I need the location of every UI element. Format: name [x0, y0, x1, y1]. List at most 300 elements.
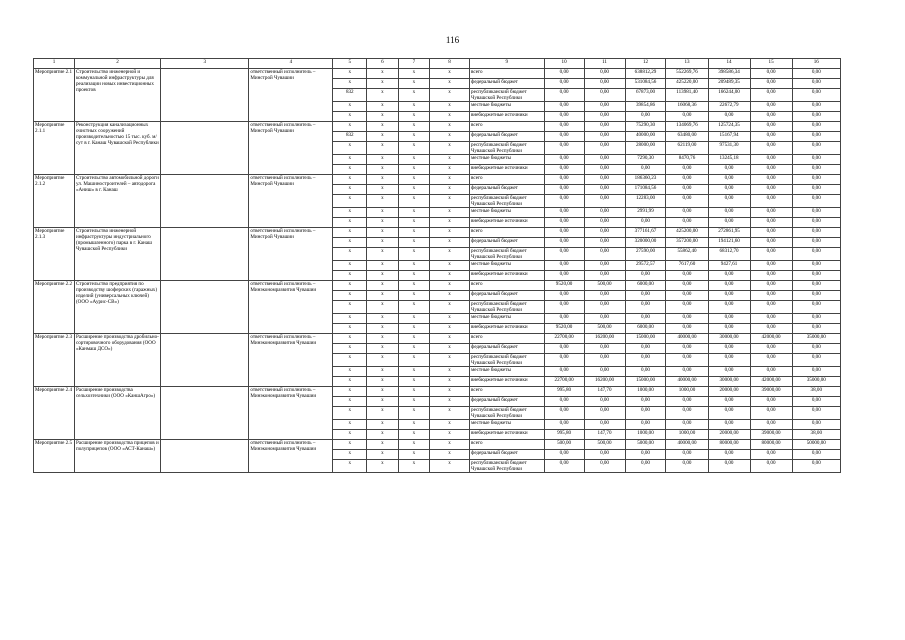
- code-cell: 832: [333, 132, 367, 142]
- value-cell: 0,00: [584, 195, 625, 208]
- value-cell: 0,00: [666, 344, 708, 354]
- value-cell: 0,00: [708, 420, 750, 430]
- code-cell: x: [398, 271, 430, 281]
- value-cell: 0,00: [584, 112, 625, 122]
- value-cell: 15000,00: [625, 377, 666, 387]
- value-cell: 0,00: [584, 450, 625, 460]
- value-cell: 55862,40: [666, 248, 708, 261]
- funding-source: федеральный бюджет: [470, 291, 545, 301]
- table-row: [34, 122, 841, 132]
- value-cell: 0,00: [544, 420, 584, 430]
- value-cell: 0,00: [625, 407, 666, 420]
- value-cell: 0,00: [750, 228, 792, 238]
- code-cell: x: [398, 69, 430, 79]
- value-cell: 638812,29: [625, 69, 666, 79]
- value-cell: 0,00: [584, 69, 625, 79]
- code-cell: x: [430, 271, 470, 281]
- code-cell: x: [398, 397, 430, 407]
- code-cell: x: [333, 79, 367, 89]
- value-cell: 0,00: [666, 397, 708, 407]
- code-cell: x: [430, 69, 470, 79]
- code-cell: x: [367, 89, 399, 102]
- funding-source: федеральный бюджет: [470, 344, 545, 354]
- value-cell: 0,00: [544, 142, 584, 155]
- value-cell: 0,00: [584, 367, 625, 377]
- funding-source: республиканский бюджет Чувашской Республики: [470, 248, 545, 261]
- code-cell: x: [333, 450, 367, 460]
- value-cell: 62119,00: [666, 142, 708, 155]
- funding-source: внебюджетные источники: [470, 377, 545, 387]
- value-cell: 0,00: [792, 69, 840, 79]
- code-cell: x: [367, 301, 399, 314]
- code-cell: x: [333, 367, 367, 377]
- value-cell: 0,00: [584, 185, 625, 195]
- value-cell: 16068,36: [666, 102, 708, 112]
- value-cell: 63480,00: [666, 132, 708, 142]
- value-cell: 0,00: [584, 301, 625, 314]
- code-cell: x: [333, 377, 367, 387]
- value-cell: 0,00: [584, 175, 625, 185]
- value-cell: 186360,23: [625, 175, 666, 185]
- code-cell: 832: [333, 89, 367, 102]
- value-cell: 0,00: [792, 208, 840, 218]
- funding-source: внебюджетные источники: [470, 112, 545, 122]
- code-cell: x: [430, 407, 470, 420]
- value-cell: 0,00: [792, 354, 840, 367]
- value-cell: 0,00: [792, 450, 840, 460]
- code-cell: x: [398, 420, 430, 430]
- value-cell: 0,00: [544, 450, 584, 460]
- code-cell: x: [333, 271, 367, 281]
- value-cell: 209489,35: [708, 79, 750, 89]
- executor: ответственный исполнитель – Минстрой Чувашии: [249, 69, 333, 122]
- funding-source: всего: [470, 69, 545, 79]
- value-cell: 0,00: [708, 397, 750, 407]
- header-cell: 2: [74, 59, 160, 69]
- value-cell: 0,00: [792, 281, 840, 291]
- value-cell: 0,00: [708, 450, 750, 460]
- header-cell: 16: [792, 59, 840, 69]
- funding-source: внебюджетные источники: [470, 165, 545, 175]
- code-cell: x: [367, 344, 399, 354]
- value-cell: 0,00: [584, 142, 625, 155]
- code-cell: x: [430, 208, 470, 218]
- value-cell: 0,00: [666, 354, 708, 367]
- code-cell: x: [367, 218, 399, 228]
- value-cell: 0,00: [544, 238, 584, 248]
- funding-source: республиканский бюджет Чувашской Республики: [470, 407, 545, 420]
- code-cell: x: [398, 228, 430, 238]
- code-cell: x: [430, 79, 470, 89]
- code-cell: x: [398, 208, 430, 218]
- executor: ответственный исполнитель – Минэкономразвития Чувашии: [249, 281, 333, 334]
- value-cell: 0,00: [750, 122, 792, 132]
- value-cell: 40000,00: [666, 334, 708, 344]
- value-cell: 0,00: [792, 89, 840, 102]
- code-cell: x: [367, 314, 399, 324]
- code-cell: x: [367, 420, 399, 430]
- value-cell: 500,00: [584, 324, 625, 334]
- value-cell: 0,00: [625, 291, 666, 301]
- code-cell: x: [430, 185, 470, 195]
- value-cell: 0,00: [792, 261, 840, 271]
- code-cell: x: [333, 301, 367, 314]
- value-cell: 0,00: [792, 407, 840, 420]
- value-cell: 500,00: [544, 440, 584, 450]
- value-cell: 7290,30: [625, 155, 666, 165]
- code-cell: x: [430, 112, 470, 122]
- code-cell: x: [398, 89, 430, 102]
- code-cell: x: [333, 334, 367, 344]
- value-cell: 0,00: [792, 238, 840, 248]
- code-cell: x: [367, 228, 399, 238]
- measure-name: Мероприятие 2.2: [34, 281, 75, 334]
- code-cell: x: [333, 112, 367, 122]
- value-cell: 0,00: [544, 112, 584, 122]
- code-cell: x: [333, 122, 367, 132]
- value-cell: 0,00: [750, 397, 792, 407]
- header-cell: 5: [333, 59, 367, 69]
- value-cell: 40000,00: [666, 377, 708, 387]
- value-cell: 0,00: [708, 314, 750, 324]
- code-cell: x: [367, 69, 399, 79]
- value-cell: 1000,00: [666, 387, 708, 397]
- value-cell: 531084,56: [625, 79, 666, 89]
- value-cell: 22672,79: [708, 102, 750, 112]
- value-cell: 0,00: [666, 195, 708, 208]
- value-cell: 0,00: [750, 420, 792, 430]
- code-cell: x: [333, 430, 367, 440]
- value-cell: 500,00: [584, 281, 625, 291]
- value-cell: 0,00: [666, 185, 708, 195]
- value-cell: 0,00: [708, 407, 750, 420]
- value-cell: 67873,00: [625, 89, 666, 102]
- code-cell: x: [398, 407, 430, 420]
- code-cell: x: [398, 377, 430, 387]
- value-cell: 16200,00: [584, 377, 625, 387]
- value-cell: 0,00: [544, 185, 584, 195]
- value-cell: 40000,00: [666, 440, 708, 450]
- value-cell: 0,00: [544, 155, 584, 165]
- executor: ответственный исполнитель – Минстрой Чувашии: [249, 228, 333, 281]
- value-cell: 0,00: [544, 407, 584, 420]
- value-cell: 0,00: [708, 271, 750, 281]
- code-cell: x: [367, 324, 399, 334]
- value-cell: 0,00: [792, 155, 840, 165]
- value-cell: 0,00: [584, 228, 625, 238]
- code-cell: x: [430, 142, 470, 155]
- value-cell: 0,00: [750, 89, 792, 102]
- value-cell: 0,00: [792, 367, 840, 377]
- value-cell: 500,00: [584, 440, 625, 450]
- value-cell: 147,70: [584, 387, 625, 397]
- value-cell: 0,00: [792, 132, 840, 142]
- value-cell: 20000,00: [708, 387, 750, 397]
- code-cell: x: [398, 334, 430, 344]
- value-cell: 0,00: [544, 291, 584, 301]
- value-cell: 0,00: [666, 175, 708, 185]
- value-cell: 20000,00: [708, 430, 750, 440]
- code-cell: x: [367, 165, 399, 175]
- value-cell: 0,00: [792, 165, 840, 175]
- code-cell: x: [430, 397, 470, 407]
- value-cell: 0,00: [708, 112, 750, 122]
- measure-description: Расширение производства прицепов и полуприцепов (ООО «АСТ-Канаш»): [74, 440, 160, 473]
- value-cell: 0,00: [544, 228, 584, 238]
- code-cell: x: [333, 175, 367, 185]
- empty-cell: [161, 69, 249, 122]
- value-cell: 0,00: [666, 291, 708, 301]
- code-cell: x: [333, 218, 367, 228]
- value-cell: 0,00: [625, 420, 666, 430]
- code-cell: x: [333, 397, 367, 407]
- value-cell: 0,00: [584, 248, 625, 261]
- value-cell: 0,00: [708, 175, 750, 185]
- value-cell: 0,00: [584, 218, 625, 228]
- value-cell: 0,00: [750, 208, 792, 218]
- value-cell: 0,00: [708, 354, 750, 367]
- value-cell: 0,00: [750, 79, 792, 89]
- code-cell: x: [430, 165, 470, 175]
- value-cell: 0,00: [792, 185, 840, 195]
- measure-name: Мероприятие 2.3: [34, 334, 75, 387]
- funding-source: внебюджетные источники: [470, 218, 545, 228]
- code-cell: x: [333, 344, 367, 354]
- value-cell: 194121,60: [708, 238, 750, 248]
- code-cell: x: [398, 450, 430, 460]
- code-cell: x: [333, 248, 367, 261]
- measure-description: Расширение производства дробильно-сортировочного оборудования (ООО «Канмаш ДСО»): [74, 334, 160, 387]
- code-cell: x: [398, 79, 430, 89]
- value-cell: 0,00: [544, 79, 584, 89]
- value-cell: 0,00: [544, 69, 584, 79]
- code-cell: x: [430, 122, 470, 132]
- value-cell: 13245,18: [708, 155, 750, 165]
- value-cell: 1000,00: [666, 430, 708, 440]
- table-row: [34, 334, 841, 344]
- value-cell: 0,00: [792, 271, 840, 281]
- value-cell: 22700,00: [544, 377, 584, 387]
- value-cell: 0,00: [584, 165, 625, 175]
- code-cell: x: [398, 218, 430, 228]
- code-cell: x: [430, 344, 470, 354]
- funding-source: федеральный бюджет: [470, 79, 545, 89]
- code-cell: x: [430, 228, 470, 238]
- measure-description: Расширение производства сельхозтехники (ООО «КаншАгро»): [74, 387, 160, 440]
- code-cell: x: [367, 142, 399, 155]
- code-cell: x: [333, 354, 367, 367]
- code-cell: x: [367, 132, 399, 142]
- code-cell: x: [367, 175, 399, 185]
- value-cell: 0,00: [544, 132, 584, 142]
- value-cell: 22700,00: [544, 334, 584, 344]
- value-cell: 0,00: [625, 218, 666, 228]
- value-cell: 0,00: [750, 281, 792, 291]
- value-cell: 0,00: [750, 354, 792, 367]
- code-cell: x: [430, 102, 470, 112]
- empty-cell: [161, 281, 249, 334]
- value-cell: 0,00: [708, 208, 750, 218]
- value-cell: 0,00: [666, 460, 708, 473]
- value-cell: 0,00: [750, 185, 792, 195]
- code-cell: x: [367, 112, 399, 122]
- value-cell: 0,00: [708, 281, 750, 291]
- value-cell: 0,00: [666, 407, 708, 420]
- value-cell: 0,00: [584, 397, 625, 407]
- value-cell: 0,00: [666, 420, 708, 430]
- value-cell: 0,00: [625, 460, 666, 473]
- value-cell: 0,00: [666, 112, 708, 122]
- header-cell: 6: [367, 59, 399, 69]
- code-cell: x: [333, 195, 367, 208]
- value-cell: 0,00: [750, 344, 792, 354]
- value-cell: 0,00: [792, 248, 840, 261]
- funding-source: всего: [470, 440, 545, 450]
- funding-source: местные бюджеты: [470, 261, 545, 271]
- value-cell: 0,00: [584, 122, 625, 132]
- code-cell: x: [367, 238, 399, 248]
- value-cell: 0,00: [666, 367, 708, 377]
- value-cell: 0,00: [625, 271, 666, 281]
- value-cell: 0,00: [750, 218, 792, 228]
- value-cell: 320000,00: [625, 238, 666, 248]
- code-cell: x: [367, 271, 399, 281]
- code-cell: x: [430, 440, 470, 450]
- code-cell: x: [430, 420, 470, 430]
- code-cell: x: [398, 165, 430, 175]
- value-cell: 995,80: [544, 430, 584, 440]
- code-cell: x: [430, 238, 470, 248]
- value-cell: 7617,60: [666, 261, 708, 271]
- code-cell: x: [367, 397, 399, 407]
- value-cell: 38,00: [792, 387, 840, 397]
- funding-source: всего: [470, 175, 545, 185]
- code-cell: x: [398, 281, 430, 291]
- header-cell: 15: [750, 59, 792, 69]
- code-cell: x: [398, 238, 430, 248]
- value-cell: 0,00: [792, 314, 840, 324]
- empty-cell: [161, 175, 249, 228]
- value-cell: 0,00: [792, 102, 840, 112]
- code-cell: x: [367, 367, 399, 377]
- measure-name: Мероприятие 2.1: [34, 69, 75, 122]
- code-cell: x: [398, 142, 430, 155]
- value-cell: 0,00: [666, 271, 708, 281]
- code-cell: x: [367, 291, 399, 301]
- table-row: [34, 175, 841, 185]
- value-cell: 0,00: [544, 397, 584, 407]
- value-cell: 0,00: [544, 354, 584, 367]
- header-cell: 4: [249, 59, 333, 69]
- code-cell: x: [367, 440, 399, 450]
- code-cell: x: [333, 387, 367, 397]
- value-cell: 0,00: [750, 367, 792, 377]
- value-cell: 0,00: [625, 165, 666, 175]
- code-cell: x: [398, 195, 430, 208]
- value-cell: 0,00: [666, 281, 708, 291]
- code-cell: x: [430, 132, 470, 142]
- code-cell: x: [398, 112, 430, 122]
- funding-source: местные бюджеты: [470, 314, 545, 324]
- value-cell: 0,00: [584, 314, 625, 324]
- value-cell: 0,00: [750, 132, 792, 142]
- value-cell: 0,00: [544, 314, 584, 324]
- code-cell: x: [430, 314, 470, 324]
- code-cell: x: [367, 102, 399, 112]
- value-cell: 0,00: [750, 248, 792, 261]
- value-cell: 27590,00: [625, 248, 666, 261]
- value-cell: 0,00: [544, 344, 584, 354]
- code-cell: x: [367, 387, 399, 397]
- value-cell: 0,00: [666, 165, 708, 175]
- code-cell: x: [430, 367, 470, 377]
- measure-description: Строительство инженерной и коммунальной инфраструктуры для реализации новых инвестиционных проектов: [74, 69, 160, 122]
- value-cell: 0,00: [708, 218, 750, 228]
- value-cell: 0,00: [792, 301, 840, 314]
- value-cell: 0,00: [544, 367, 584, 377]
- code-cell: x: [398, 102, 430, 112]
- value-cell: 75290,30: [625, 122, 666, 132]
- value-cell: 0,00: [792, 291, 840, 301]
- header-cell: 1: [34, 59, 75, 69]
- code-cell: x: [367, 261, 399, 271]
- value-cell: 35000,00: [792, 377, 840, 387]
- code-cell: x: [398, 324, 430, 334]
- value-cell: 0,00: [750, 195, 792, 208]
- value-cell: 68312,70: [708, 248, 750, 261]
- value-cell: 0,00: [750, 102, 792, 112]
- code-cell: x: [398, 440, 430, 450]
- value-cell: 42000,00: [750, 334, 792, 344]
- value-cell: 0,00: [792, 79, 840, 89]
- code-cell: x: [367, 195, 399, 208]
- executor: ответственный исполнитель – Минэкономразвития Чувашии: [249, 334, 333, 387]
- funding-source: всего: [470, 387, 545, 397]
- header-cell: 14: [708, 59, 750, 69]
- code-cell: x: [367, 450, 399, 460]
- funding-source: федеральный бюджет: [470, 185, 545, 195]
- code-cell: x: [333, 440, 367, 450]
- value-cell: 0,00: [792, 228, 840, 238]
- value-cell: 0,00: [544, 261, 584, 271]
- table-row: [34, 281, 841, 291]
- value-cell: 0,00: [666, 450, 708, 460]
- value-cell: 80000,00: [708, 440, 750, 450]
- value-cell: 28000,00: [625, 142, 666, 155]
- code-cell: x: [430, 281, 470, 291]
- value-cell: 8470,76: [666, 155, 708, 165]
- value-cell: 50000,00: [792, 440, 840, 450]
- code-cell: x: [398, 344, 430, 354]
- value-cell: 0,00: [792, 460, 840, 473]
- measure-description: Строительство инженерной инфраструктуры индустриального (промышленного) парка в г. Канаш Чувашской Республики: [74, 228, 160, 281]
- code-cell: x: [367, 248, 399, 261]
- code-cell: x: [398, 367, 430, 377]
- value-cell: 0,00: [584, 238, 625, 248]
- code-cell: x: [430, 324, 470, 334]
- value-cell: 0,00: [584, 132, 625, 142]
- measure-name: Мероприятие 2.1.2: [34, 175, 75, 228]
- measure-name: Мероприятие 2.1.1: [34, 122, 75, 175]
- value-cell: 0,00: [708, 195, 750, 208]
- table-row: [34, 387, 841, 397]
- value-cell: 0,00: [544, 102, 584, 112]
- code-cell: x: [367, 281, 399, 291]
- value-cell: 0,00: [792, 142, 840, 155]
- value-cell: 0,00: [544, 248, 584, 261]
- code-cell: x: [430, 155, 470, 165]
- value-cell: 0,00: [544, 175, 584, 185]
